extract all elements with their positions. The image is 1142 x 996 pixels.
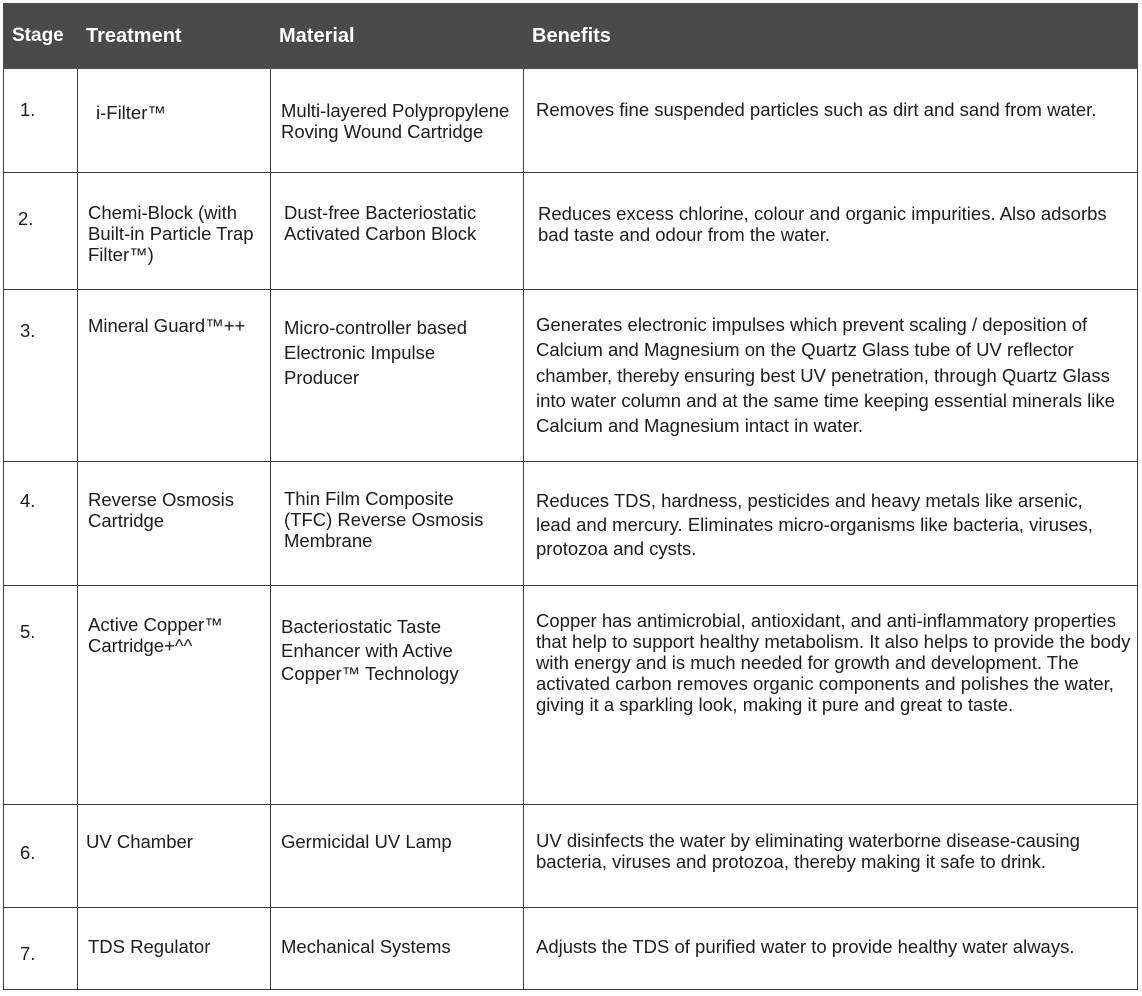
material-cell: Mechanical Systems (271, 908, 524, 990)
material-cell: Micro-controller based Electronic Impulse Producer (271, 290, 524, 462)
treatment-cell: Reverse Osmosis Cartridge (78, 462, 271, 586)
header-row (4, 4, 1138, 69)
table-row (4, 69, 1138, 173)
table-row (4, 290, 1138, 462)
stage-cell: 5. (4, 586, 78, 805)
material-cell: Germicidal UV Lamp (271, 805, 524, 908)
benefits-cell: Adjusts the TDS of purified water to provide healthy water always. (524, 908, 1138, 990)
table-row (4, 173, 1138, 290)
treatment-cell: Mineral Guard™++ (78, 290, 271, 462)
stage-cell: 7. (4, 908, 78, 990)
stage-cell: 1. (4, 69, 78, 173)
stage-cell: 6. (4, 805, 78, 908)
table-row (4, 462, 1138, 586)
table-row (4, 908, 1138, 990)
benefits-cell: Reduces excess chlorine, colour and organic impurities. Also adsorbs bad taste and odour from the water. (524, 173, 1138, 290)
treatment-cell: TDS Regulator (78, 908, 271, 990)
benefits-cell: Reduces TDS, hardness, pesticides and heavy metals like arsenic, lead and mercury. Eliminates micro-organisms like bacteria, viruses, protozoa and cysts. (524, 462, 1138, 586)
stage-cell: 2. (4, 173, 78, 290)
material-cell: Multi-layered Polypropylene Roving Wound Cartridge (271, 69, 524, 173)
stages-table (3, 3, 1138, 990)
benefits-cell: Copper has antimicrobial, antioxidant, and anti-inflammatory properties that help to support healthy metabolism. It also helps to provide the body with energy and is much needed for growth and development. The activated carbon removes organic components and polishes the water, giving it a sparkling look, making it pure and great to taste. (524, 586, 1138, 805)
benefits-cell: UV disinfects the water by eliminating waterborne disease-causing bacteria, viruses and protozoa, thereby making it safe to drink. (524, 805, 1138, 908)
treatment-cell: UV Chamber (78, 805, 271, 908)
table-row (4, 805, 1138, 908)
stage-cell: 4. (4, 462, 78, 586)
stage-cell: 3. (4, 290, 78, 462)
treatment-cell: Chemi-Block (with Built-in Particle Trap Filter™) (78, 173, 271, 290)
material-cell: Thin Film Composite (TFC) Reverse Osmosis Membrane (271, 462, 524, 586)
treatment-cell: Active Copper™ Cartridge+^^ (78, 586, 271, 805)
header-material: Material (271, 4, 524, 69)
benefits-cell: Generates electronic impulses which prevent scaling / deposition of Calcium and Magnesium on the Quartz Glass tube of UV reflector chamber, thereby ensuring best UV penetration, through Quartz Glass into water column and at the same time keeping essential minerals like Calcium and Magnesium intact in water. (524, 290, 1138, 462)
treatment-cell: i-Filter™ (78, 69, 271, 173)
material-cell: Dust-free Bacteriostatic Activated Carbon Block (271, 173, 524, 290)
header-stage: Stage (4, 4, 78, 69)
table-row (4, 586, 1138, 805)
header-benefits: Benefits (524, 4, 1138, 69)
header-treatment: Treatment (78, 4, 271, 69)
benefits-cell: Removes fine suspended particles such as dirt and sand from water. (524, 69, 1138, 173)
material-cell: Bacteriostatic Taste Enhancer with Active Copper™ Technology (271, 586, 524, 805)
